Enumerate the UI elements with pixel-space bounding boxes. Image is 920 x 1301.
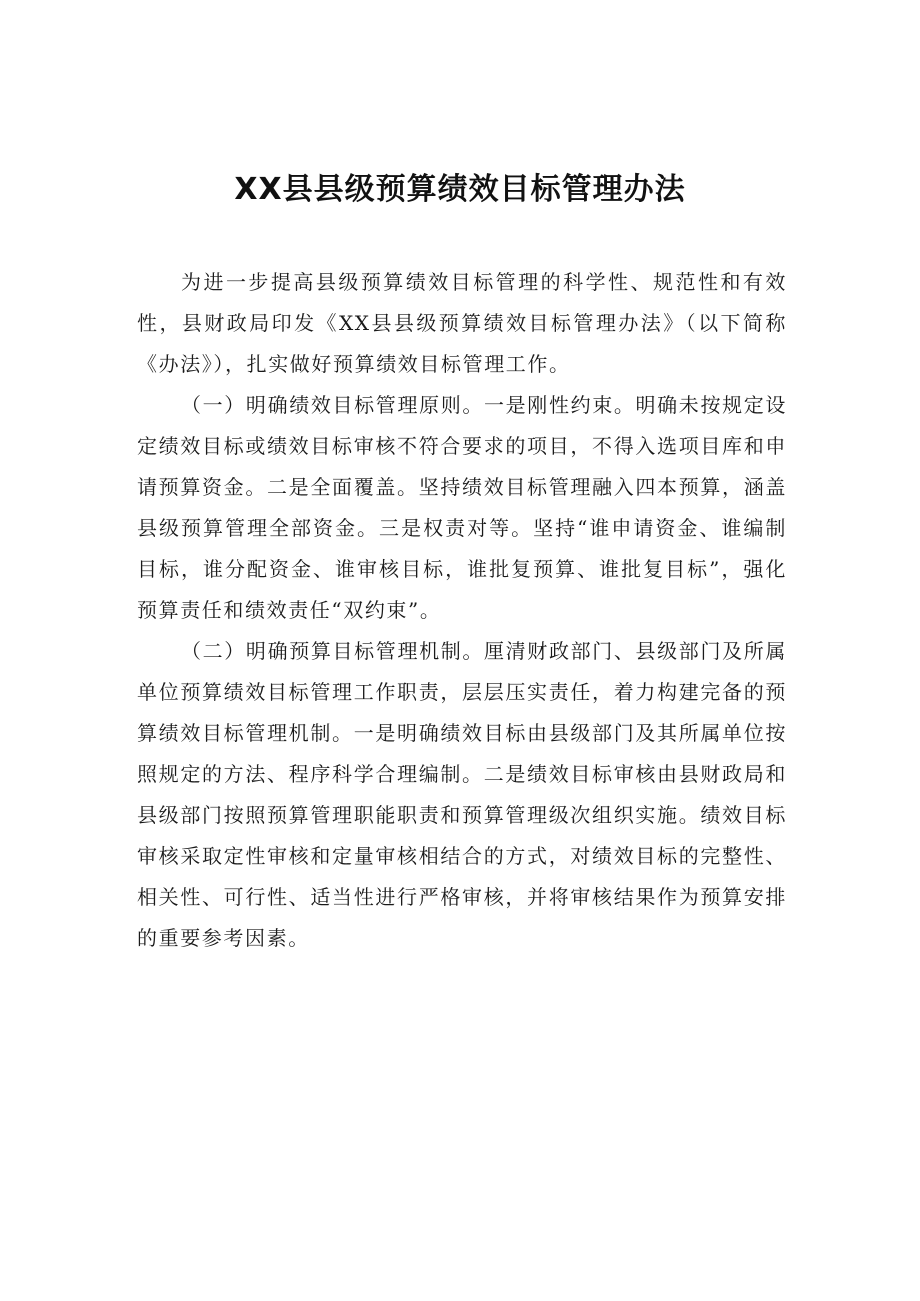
paragraph-intro: 为进一步提高县级预算绩效目标管理的科学性、规范性和有效性，县财政局印发《XX县县级预算绩效目标管理办法》（以下简称《办法》），扎实做好预算绩效目标管理工作。 [137,270,787,376]
document-title: XX县县级预算绩效目标管理办法 [234,172,686,207]
paragraph-section-2: （二）明确预算目标管理机制。厘清财政部门、县级部门及所属单位预算绩效目标管理工作职责，层层压实责任，着力构建完备的预算绩效目标管理机制。一是明确绩效目标由县级部门及其所属单位按照规定的方法、程序科学合理编制。二是绩效目标审核由县财政局和县级部门按照预算管理职能职责和预算管理级次组织实施。绩效目标审核采取定性审核和定量审核相结合的方式，对绩效目标的完整性、相关性、可行性、适当性进行严格审核，并将审核结果作为预算安排的重要参考因素。 [137,639,787,950]
paragraph-section-1: （一）明确绩效目标管理原则。一是刚性约束。明确未按规定设定绩效目标或绩效目标审核不符合要求的项目，不得入选项目库和申请预算资金。二是全面覆盖。坚持绩效目标管理融入四本预算，涵盖县级预算管理全部资金。三是权责对等。坚持“谁申请资金、谁编制目标，谁分配资金、谁审核目标，谁批复预算、谁批复目标”，强化预算责任和绩效责任“双约束”。 [137,393,787,622]
document-body [137,262,787,959]
